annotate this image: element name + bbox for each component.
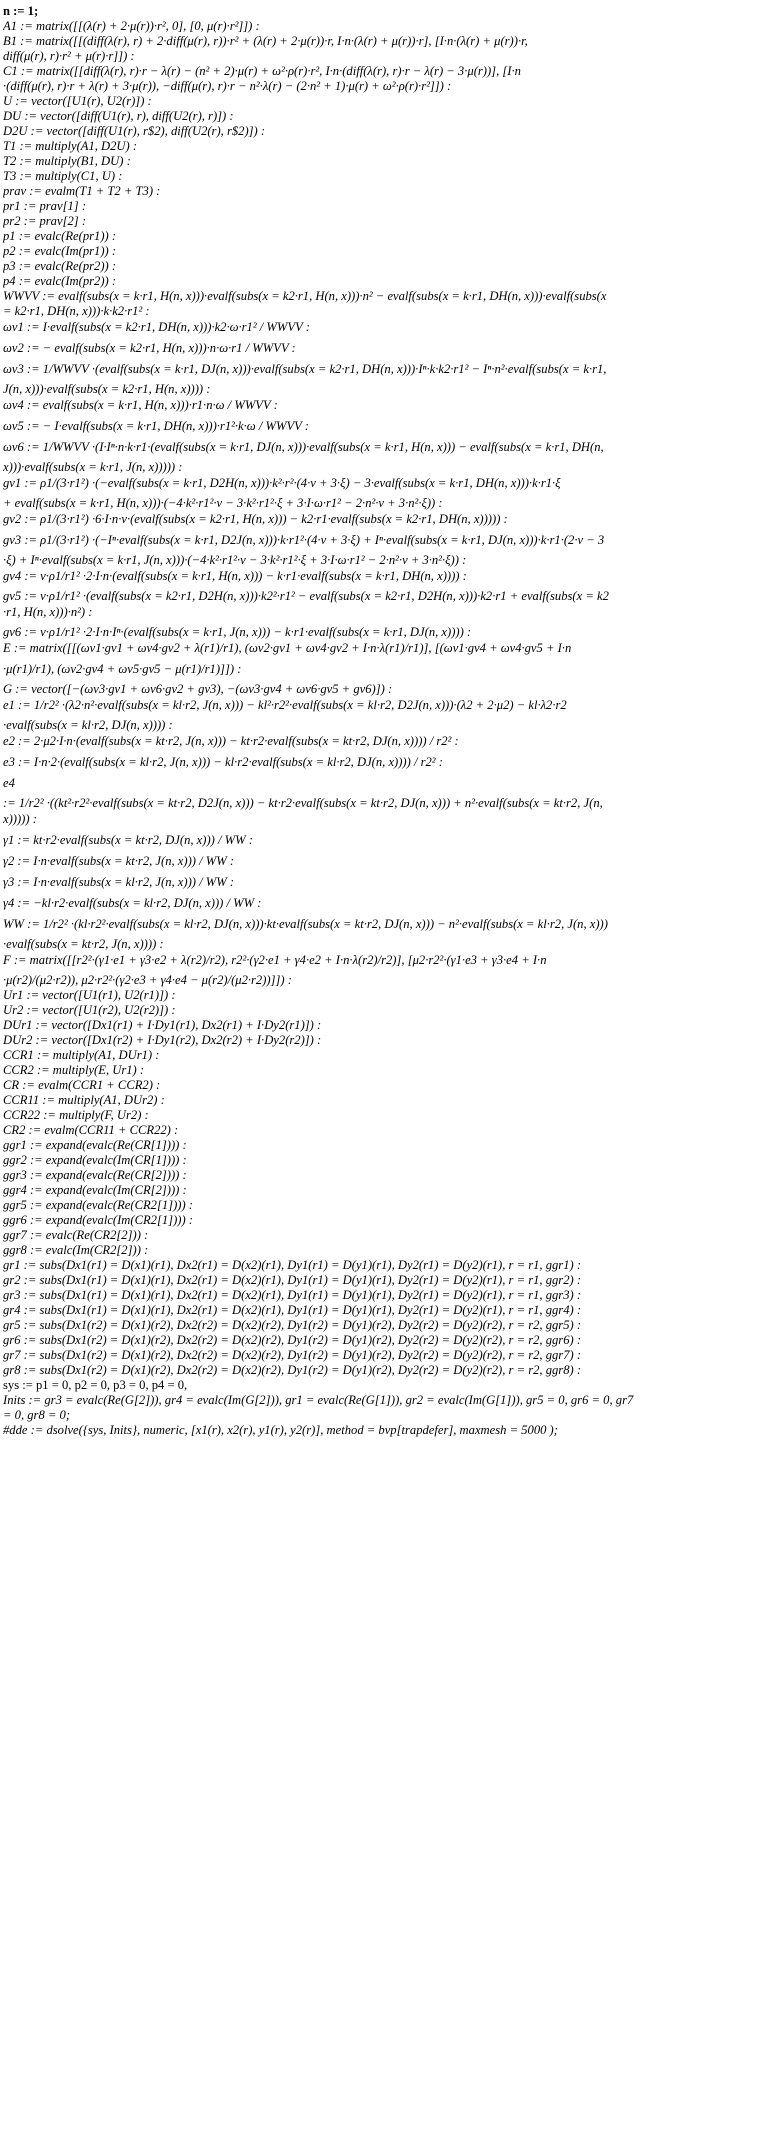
input-line[interactable]: x))))) : — [3, 812, 37, 826]
input-line[interactable]: p2 := evalc(Im(pr1)) : — [3, 244, 117, 258]
input-line[interactable]: p4 := evalc(Im(pr2)) : — [3, 274, 117, 288]
input-line[interactable]: CR := evalm(CCR1 + CCR2) : — [3, 1078, 161, 1092]
input-line[interactable]: CR2 := evalm(CCR11 + CCR22) : — [3, 1123, 179, 1137]
input-line[interactable]: gv6 := ν·ρ1/r1² ·2·I·n·Iⁿ·(evalf(subs(x = k·r1, J(n, x))) − k·r1·evalf(subs(x = k·r1, DJ(n, x)))) : — [3, 625, 472, 639]
input-line[interactable]: gv5 := ν·ρ1/r1² ·(evalf(subs(x = k2·r1, D2H(n, x)))·k2²·r1² − evalf(subs(x = k2·r1, D2H(n, x)))·k2·r1 + evalf(subs(x = k2 — [3, 589, 609, 603]
input-line[interactable]: pr2 := prav[2] : — [3, 214, 87, 228]
input-line[interactable]: ggr1 := expand(evalc(Re(CR[1]))) : — [3, 1138, 187, 1152]
input-line[interactable]: + evalf(subs(x = k·r1, H(n, x)))·(−4·k²·r1²·ν − 3·k²·r1²·ξ + 3·I·ω·r1² − 2·n²·ν + 3·n²·ξ)) : — [3, 496, 443, 510]
input-line[interactable]: ωv3 := 1/WWVV ·(evalf(subs(x = k·r1, DJ(n, x)))·evalf(subs(x = k2·r1, DH(n, x)))·Iⁿ·k·k2·r1² − Iⁿ·n²·evalf(subs(x = k·r1, — [3, 362, 607, 376]
input-line[interactable]: ggr6 := expand(evalc(Im(CR2[1]))) : — [3, 1213, 193, 1227]
input-line[interactable]: T1 := multiply(A1, D2U) : — [3, 139, 138, 153]
input-line[interactable]: γ3 := I·n·evalf(subs(x = kl·r2, J(n, x))) / WW : — [3, 875, 235, 889]
input-line[interactable]: CCR1 := multiply(A1, DUr1) : — [3, 1048, 160, 1062]
input-line[interactable]: DUr1 := vector([Dx1(r1) + I·Dy1(r1), Dx2(r1) + I·Dy2(r1)]) : — [3, 1018, 322, 1032]
input-line[interactable]: D2U := vector([diff(U1(r), r$2), diff(U2(r), r$2)]) : — [3, 124, 266, 138]
input-line[interactable]: ggr8 := evalc(Im(CR2[2])) : — [3, 1243, 149, 1257]
input-line[interactable]: pr1 := prav[1] : — [3, 199, 87, 213]
input-line[interactable]: gr5 := subs(Dx1(r2) = D(x1)(r2), Dx2(r2) = D(x2)(r2), Dy1(r2) = D(y1)(r2), Dy2(r2) = D(y2)(r2), r = r2, ggr5) : — [3, 1318, 582, 1332]
input-line[interactable]: ·μ(r2)/(μ2·r2)), μ2·r2²·(γ2·e3 + γ4·e4 − μ(r2)/(μ2·r2))]]) : — [3, 973, 292, 987]
input-region — [3, 4, 768, 1438]
input-line[interactable]: A1 := matrix([[(λ(r) + 2·μ(r))·r², 0], [0, μ(r)·r²]]) : — [3, 19, 260, 33]
input-line[interactable]: n := 1; — [3, 4, 39, 18]
input-line[interactable]: diff(μ(r), r)·r² + μ(r)·r]]) : — [3, 49, 135, 63]
input-line[interactable]: ggr2 := expand(evalc(Im(CR[1]))) : — [3, 1153, 187, 1167]
input-line[interactable]: gv2 := ρ1/(3·r1²) ·6·I·n·ν·(evalf(subs(x = k2·r1, H(n, x))) − k2·r1·evalf(subs(x = k2·r1, DH(n, x))))) : — [3, 512, 508, 526]
input-line[interactable]: ·evalf(subs(x = kt·r2, J(n, x)))) : — [3, 937, 164, 951]
input-line[interactable]: G := vector([−(ωv3·gv1 + ωv6·gv2 + gv3), −(ωv3·gv4 + ωv6·gv5 + gv6)]) : — [3, 682, 393, 696]
input-line[interactable]: e3 := I·n·2·(evalf(subs(x = kl·r2, J(n, x))) − kl·r2·evalf(subs(x = kl·r2, DJ(n, x)))) / r2² : — [3, 755, 443, 769]
input-line[interactable]: gr4 := subs(Dx1(r1) = D(x1)(r1), Dx2(r1) = D(x2)(r1), Dy1(r1) = D(y1)(r1), Dy2(r1) = D(y2)(r1), r = r1, ggr4) : — [3, 1303, 582, 1317]
input-line[interactable]: := 1/r2² ·((kt²·r2²·evalf(subs(x = kt·r2, D2J(n, x))) − kt·r2·evalf(subs(x = kt·r2, DJ(n, x))) + n²·evalf(subs(x = kt·r2, J(n, — [3, 796, 603, 810]
input-line[interactable]: e4 — [3, 776, 15, 790]
input-line[interactable]: gv3 := ρ1/(3·r1²) ·(−Iⁿ·evalf(subs(x = k·r1, D2J(n, x)))·k·r1²·(4·ν + 3·ξ) + Iⁿ·evalf(subs(x = k·r1, DJ(n, x)))·k·r1·(2·ν − 3 — [3, 533, 605, 547]
input-line[interactable]: ·μ(r1)/r1), (ωv2·gv4 + ωv5·gv5 − μ(r1)/r1)]]) : — [3, 662, 242, 676]
input-line[interactable]: gr3 := subs(Dx1(r1) = D(x1)(r1), Dx2(r1) = D(x2)(r1), Dy1(r1) = D(y1)(r1), Dy2(r1) = D(y2)(r1), r = r1, ggr3) : — [3, 1288, 582, 1302]
input-line[interactable]: WW := 1/r2² ·(kl·r2²·evalf(subs(x = kl·r2, DJ(n, x)))·kt·evalf(subs(x = kt·r2, DJ(n, x))) − n²·evalf(subs(x = kl·r2, J(n, x))) — [3, 917, 608, 931]
input-line[interactable]: e1 := 1/r2² ·(λ2·n²·evalf(subs(x = kl·r2, J(n, x))) − kl²·r2²·evalf(subs(x = kl·r2, D2J(n, x)))·(λ2 + 2·μ2) − kl·λ2·r2 — [3, 698, 567, 712]
input-line[interactable]: prav := evalm(T1 + T2 + T3) : — [3, 184, 161, 198]
input-line[interactable]: CCR22 := multiply(F, Ur2) : — [3, 1108, 149, 1122]
input-line[interactable]: x)))·evalf(subs(x = k·r1, J(n, x))))) : — [3, 460, 183, 474]
input-line[interactable]: T3 := multiply(C1, U) : — [3, 169, 123, 183]
input-line[interactable]: U := vector([U1(r), U2(r)]) : — [3, 94, 152, 108]
input-line[interactable]: E := matrix([[(ωv1·gv1 + ωv4·gv2 + λ(r1)/r1), (ωv2·gv1 + ωv4·gv2 + I·n·λ(r1)/r1)], [(ωv1·gv4 + ωv4·gv5 + I·n — [3, 641, 572, 655]
input-line[interactable]: DU := vector([diff(U1(r), r), diff(U2(r), r)]) : — [3, 109, 234, 123]
input-line[interactable]: Ur1 := vector([U1(r1), U2(r1)]) : — [3, 988, 176, 1002]
input-line[interactable]: F := matrix([[r2²·(γ1·e1 + γ3·e2 + λ(r2)/r2), r2²·(γ2·e1 + γ4·e2 + I·n·λ(r2)/r2)], [μ2·r2²·(γ1·e3 + γ3·e4 + I·n — [3, 953, 547, 967]
input-line[interactable]: = 0, gr8 = 0; — [3, 1408, 71, 1422]
input-line[interactable]: γ4 := −kl·r2·evalf(subs(x = kl·r2, DJ(n, x))) / WW : — [3, 896, 262, 910]
input-line[interactable]: ωv2 := − evalf(subs(x = k2·r1, H(n, x)))·n·ω·r1 / WWVV : — [3, 341, 296, 355]
input-line[interactable]: ωv4 := evalf(subs(x = k·r1, H(n, x)))·r1·n·ω / WWVV : — [3, 398, 278, 412]
input-line[interactable]: WWVV := evalf(subs(x = k·r1, H(n, x)))·evalf(subs(x = k2·r1, H(n, x)))·n² − evalf(subs(x = k·r1, DH(n, x)))·evalf(subs(x — [3, 289, 607, 303]
input-line[interactable]: gr1 := subs(Dx1(r1) = D(x1)(r1), Dx2(r1) = D(x2)(r1), Dy1(r1) = D(y1)(r1), Dy2(r1) = D(y2)(r1), r = r1, ggr1) : — [3, 1258, 582, 1272]
input-line[interactable]: DUr2 := vector([Dx1(r2) + I·Dy1(r2), Dx2(r2) + I·Dy2(r2)]) : — [3, 1033, 322, 1047]
input-line[interactable]: ωv5 := − I·evalf(subs(x = k·r1, DH(n, x)))·r1²·k·ω / WWVV : — [3, 419, 309, 433]
input-line[interactable]: sys := p1 = 0, p2 = 0, p3 = 0, p4 = 0, — [3, 1378, 188, 1392]
input-line[interactable]: ggr5 := expand(evalc(Re(CR2[1]))) : — [3, 1198, 193, 1212]
input-line[interactable]: ggr7 := evalc(Re(CR2[2])) : — [3, 1228, 149, 1242]
input-line[interactable]: ·evalf(subs(x = kl·r2, DJ(n, x)))) : — [3, 718, 173, 732]
input-line[interactable]: CCR2 := multiply(E, Ur1) : — [3, 1063, 145, 1077]
input-line[interactable]: ·ξ) + Iⁿ·evalf(subs(x = k·r1, J(n, x)))·(−4·k²·r1²·ν − 3·k²·r1²·ξ + 3·I·ω·r1² − 2·n²·ν + 3·n²·ξ)) : — [3, 553, 467, 567]
input-line[interactable]: ggr3 := expand(evalc(Re(CR[2]))) : — [3, 1168, 187, 1182]
input-line[interactable]: ωv1 := I·evalf(subs(x = k2·r1, DH(n, x)))·k2·ω·r1² / WWVV : — [3, 320, 310, 334]
input-line[interactable]: #dde := dsolve({sys, Inits}, numeric, [x1(r), x2(r), y1(r), y2(r)], method = bvp[trapdefer], maxmesh = 5000 ); — [3, 1423, 558, 1437]
input-line[interactable]: CCR11 := multiply(A1, DUr2) : — [3, 1093, 165, 1107]
input-line[interactable]: p3 := evalc(Re(pr2)) : — [3, 259, 117, 273]
input-line[interactable]: e2 := 2·μ2·I·n·(evalf(subs(x = kt·r2, J(n, x))) − kt·r2·evalf(subs(x = kt·r2, DJ(n, x)))) / r2² : — [3, 734, 459, 748]
input-line[interactable]: J(n, x)))·evalf(subs(x = k2·r1, H(n, x)))) : — [3, 382, 211, 396]
input-line[interactable]: ·r1, H(n, x)))·n²) : — [3, 605, 93, 619]
input-line[interactable]: gv4 := ν·ρ1/r1² ·2·I·n·(evalf(subs(x = k·r1, H(n, x))) − k·r1·evalf(subs(x = k·r1, DH(n, x)))) : — [3, 569, 467, 583]
input-line[interactable]: p1 := evalc(Re(pr1)) : — [3, 229, 117, 243]
input-line[interactable]: γ2 := I·n·evalf(subs(x = kt·r2, J(n, x))) / WW : — [3, 854, 235, 868]
input-line[interactable]: ggr4 := expand(evalc(Im(CR[2]))) : — [3, 1183, 187, 1197]
input-line[interactable]: gr6 := subs(Dx1(r2) = D(x1)(r2), Dx2(r2) = D(x2)(r2), Dy1(r2) = D(y1)(r2), Dy2(r2) = D(y2)(r2), r = r2, ggr6) : — [3, 1333, 582, 1347]
input-line[interactable]: ·(diff(μ(r), r)·r + λ(r) + 3·μ(r)), −diff(μ(r), r)·r − n²·λ(r) − (2·n² + 1)·μ(r) + ω²·ρ(r)·r²]]) : — [3, 79, 452, 93]
input-line[interactable]: gr8 := subs(Dx1(r2) = D(x1)(r2), Dx2(r2) = D(x2)(r2), Dy1(r2) = D(y1)(r2), Dy2(r2) = D(y2)(r2), r = r2, ggr8) : — [3, 1363, 582, 1377]
input-line[interactable]: = k2·r1, DH(n, x)))·k·k2·r1² : — [3, 304, 150, 318]
input-line[interactable]: gr2 := subs(Dx1(r1) = D(x1)(r1), Dx2(r1) = D(x2)(r1), Dy1(r1) = D(y1)(r1), Dy2(r1) = D(y2)(r1), r = r1, ggr2) : — [3, 1273, 582, 1287]
input-line[interactable]: C1 := matrix([[diff(λ(r), r)·r − λ(r) − (n² + 2)·μ(r) + ω²·ρ(r)·r², I·n·(diff(λ(r), r)·r − λ(r) − 3·μ(r))], [I·n — [3, 64, 521, 78]
input-line[interactable]: T2 := multiply(B1, DU) : — [3, 154, 131, 168]
input-line[interactable]: Inits := gr3 = evalc(Re(G[2])), gr4 = evalc(Im(G[2])), gr1 = evalc(Re(G[1])), gr2 = evalc(Im(G[1])), gr5 = 0, gr6 = 0, gr7 — [3, 1393, 634, 1407]
input-line[interactable]: Ur2 := vector([U1(r2), U2(r2)]) : — [3, 1003, 176, 1017]
input-line[interactable]: ωv6 := 1/WWVV ·(I·Iⁿ·n·k·r1·(evalf(subs(x = k·r1, DJ(n, x)))·evalf(subs(x = k·r1, H(n, x))) − evalf(subs(x = k·r1, DH(n, — [3, 440, 604, 454]
input-line[interactable]: B1 := matrix([[(diff(λ(r), r) + 2·diff(μ(r), r))·r² + (λ(r) + 2·μ(r))·r, I·n·(λ(r) + μ(r))·r], [I·n·(λ(r) + μ(r))·r, — [3, 34, 528, 48]
input-line[interactable]: gr7 := subs(Dx1(r2) = D(x1)(r2), Dx2(r2) = D(x2)(r2), Dy1(r2) = D(y1)(r2), Dy2(r2) = D(y2)(r2), r = r2, ggr7) : — [3, 1348, 582, 1362]
input-line[interactable]: gv1 := ρ1/(3·r1²) ·(−evalf(subs(x = k·r1, D2H(n, x)))·k²·r²·(4·ν + 3·ξ) − 3·evalf(subs(x = k·r1, DH(n, x)))·k·r1·ξ — [3, 476, 561, 490]
input-line[interactable]: γ1 := kt·r2·evalf(subs(x = kt·r2, DJ(n, x))) / WW : — [3, 833, 253, 847]
